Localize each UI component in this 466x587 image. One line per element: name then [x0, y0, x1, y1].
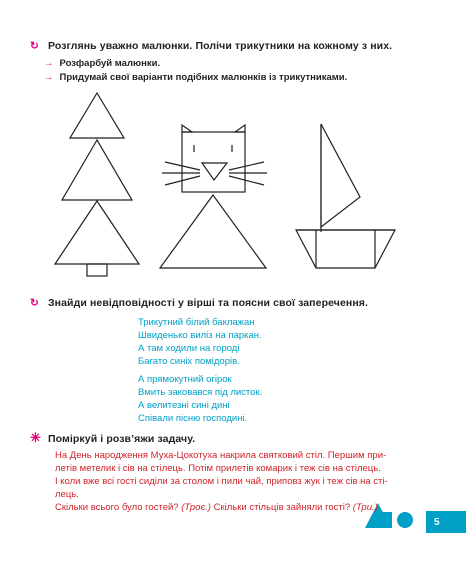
page-number — [426, 511, 466, 533]
boat-figure — [296, 124, 395, 268]
reload-icon: ↻ — [30, 297, 39, 309]
arrow-icon: → — [44, 58, 54, 69]
tree-figure — [55, 93, 139, 276]
task-2-text: Знайди невідповідності у вірші та поясни свої заперечення. — [48, 297, 369, 309]
problem-line: На День народження Муха-Цокотуха накрила святковий стіл. Першим при- — [55, 450, 387, 461]
question-1: Скільки всього було гостей? — [55, 502, 179, 513]
poem-stanza-2 — [138, 373, 262, 425]
poem-line: Співали пісню господині. — [138, 413, 248, 424]
task-3-text: Поміркуй і розв’яжи задачу. — [48, 433, 196, 445]
poem-line: А там ходили на городі — [138, 343, 240, 354]
poem-line: А прямокутний огірок — [138, 374, 232, 385]
poem-line: Багато синіх помідорів. — [138, 356, 240, 367]
arrow-icon: → — [44, 72, 54, 83]
problem-line: І коли вже всі гості сиділи за столом і пили чай, приповз жук і теж сів на сті- — [55, 476, 388, 487]
problem-questions — [55, 501, 415, 514]
sub-text: Придумай свої варіанти подібних малюнків із трикутниками. — [59, 72, 348, 83]
asterisk-icon: ✳ — [30, 430, 41, 445]
poem-stanza-1 — [138, 316, 262, 368]
task-3-heading — [30, 430, 195, 446]
cat-figure — [160, 125, 267, 268]
task-1-sub-1 — [44, 58, 160, 69]
task-2-heading — [30, 297, 368, 309]
answer-2: (Три.) — [352, 502, 378, 513]
task-1-heading — [30, 40, 392, 52]
problem-text — [55, 449, 415, 514]
problem-line: лець. — [55, 489, 79, 500]
answer-1: (Троє.) — [181, 502, 211, 513]
page-number-text: 5 — [434, 516, 440, 528]
poem-line: А велитезні сині дині — [138, 400, 230, 411]
task-1-text: Розглянь уважно малюнки. Полічи трикутники на кожному з них. — [48, 40, 393, 52]
poem-line: Трикутний білий баклажан — [138, 317, 255, 328]
problem-line: летів метелик і сів на стілець. Потім прилетів комарик і теж сів на стілець. — [55, 463, 381, 474]
question-2: Скільки стільців зайняли гості? — [213, 502, 351, 513]
task-1-sub-2 — [44, 72, 347, 83]
reload-icon: ↻ — [30, 40, 39, 52]
sub-text: Розфарбуй малюнки. — [59, 58, 161, 69]
poem-line: Швиденько виліз на паркан. — [138, 330, 262, 341]
poem-line: Вмить заковався під листок. — [138, 387, 263, 398]
